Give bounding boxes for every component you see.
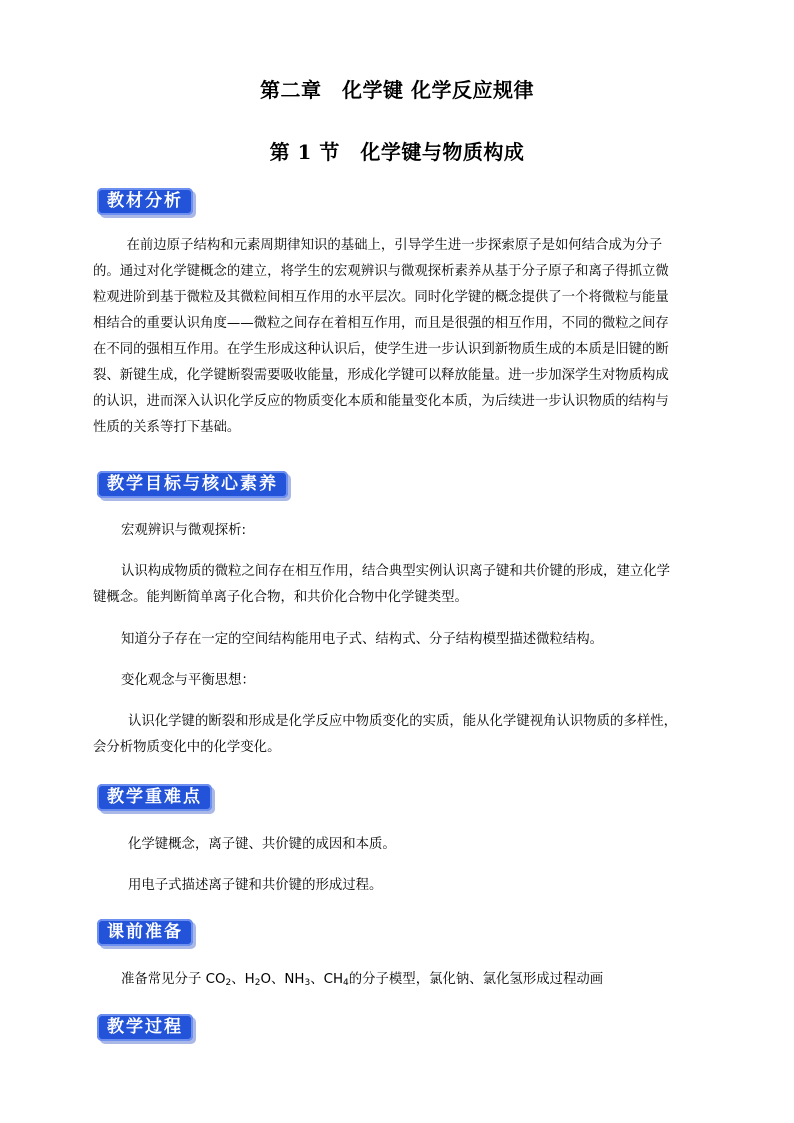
analysis-line: 性质的关系等打下基础。 [93,420,241,435]
goal-text: 键概念。能判断简单离子化合物，和共价化合物中化学键类型。 [93,590,468,605]
prep-text-part: O、NH [260,972,305,987]
analysis-line: 在不同的强相互作用。在学生形成这种认识后，使学生进一步认识到新物质生成的本质是旧键的断 [93,342,669,357]
key-point: 用电子式描述离子键和共价键的形成过程。 [128,878,383,893]
section-title: 第 1 节 化学键与物质构成 [269,140,525,164]
subscript: 2 [254,978,261,988]
analysis-line: 的认识，进而深入认识化学反应的物质变化本质和能量变化本质，为后续进一步认识物质的结构与 [93,394,669,409]
subscript: 4 [343,978,349,988]
goal-text: 认识构成物质的微粒之间存在相互作用，结合典型实例认识离子键和共价键的形成，建立化学 [121,564,671,579]
prep-text-part: 准备常见分子 CO [121,972,226,987]
preparation-text [121,967,603,993]
section-badge-analysis: 教材分析 [97,188,193,215]
subscript: 2 [225,978,232,988]
analysis-line: 相结合的重要认识角度——微粒之间存在着相互作用，而且是很强的相互作用，不同的微粒之间存 [93,316,669,331]
goal-text: 会分析物质变化中的化学变化。 [93,740,281,755]
key-point: 化学键概念，离子键、共价键的成因和本质。 [128,837,396,852]
prep-text-part: 、CH [310,972,344,987]
subscript: 3 [304,978,311,988]
analysis-paragraph [93,233,708,441]
section-badge-preparation: 课前准备 [97,919,193,946]
section-badge-process: 教学过程 [97,1014,193,1041]
analysis-line: 粒观进阶到基于微粒及其微粒间相互作用的水平层次。同时化学键的概念提供了一个将微粒与能量 [93,290,669,305]
analysis-line: 裂、新键生成，化学键断裂需要吸收能量，形成化学键可以释放能量。进一步加深学生对物质构成 [93,368,669,383]
prep-text-part: 的分子模型，氯化钠、氯化氢形成过程动画 [348,972,604,987]
analysis-line: 在前边原子结构和元素周期律知识的基础上，引导学生进一步探索原子是如何结合成为分子 [126,238,663,253]
goal-text: 认识化学键的断裂和形成是化学反应中物质变化的实质，能从化学键视角认识物质的多样性， [128,714,678,729]
chapter-title: 第二章 化学键 化学反应规律 [260,78,534,102]
analysis-line: 的。通过对化学键概念的建立，将学生的宏观辨识与微观探析素养从基于分子原子和离子得抓立微 [93,264,669,279]
prep-text-part: 、H [231,972,255,987]
goal-title-macro: 宏观辨识与微观探析: [121,523,247,538]
section-badge-key-points: 教学重难点 [97,784,212,811]
section-badge-goals: 教学目标与核心素养 [97,471,288,498]
goal-title-change: 变化观念与平衡思想： [121,673,255,688]
goal-text: 知道分子存在一定的空间结构能用电子式、结构式、分子结构模型描述微粒结构。 [121,632,604,647]
